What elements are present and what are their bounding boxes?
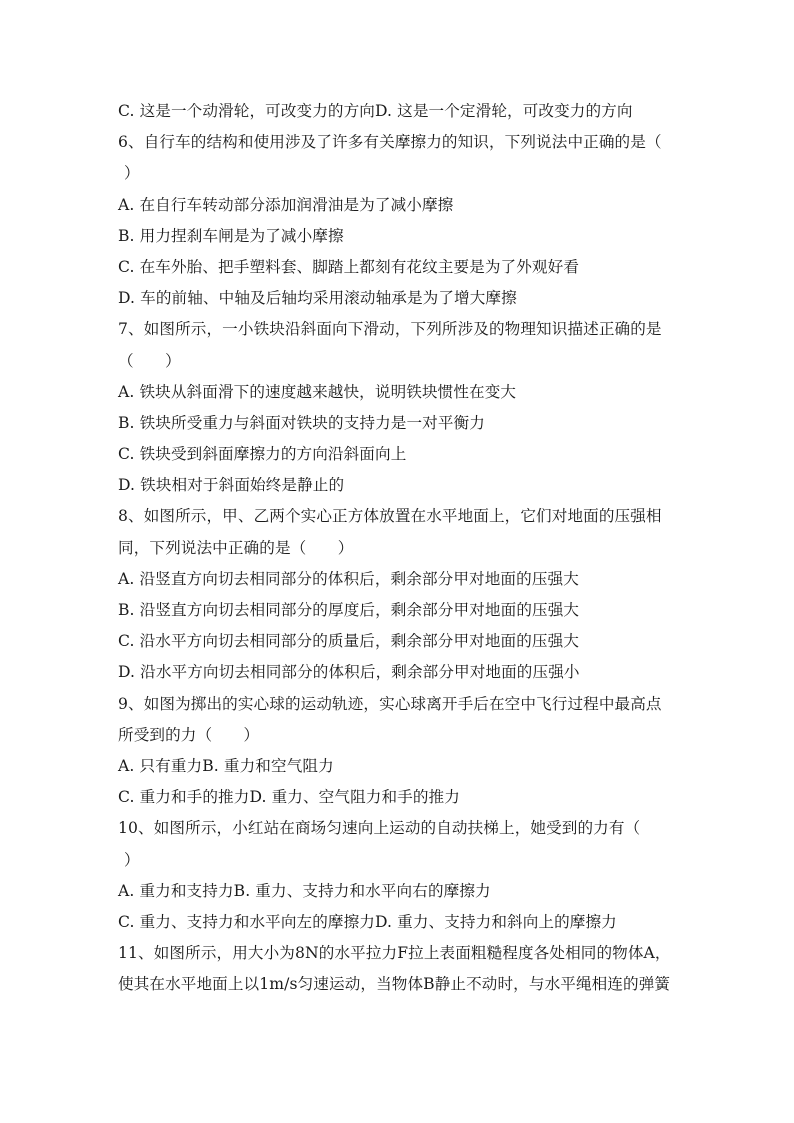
- option-line: A. 铁块从斜面滑下的速度越来越快，说明铁块惯性在变大: [118, 382, 517, 401]
- question-line: ）: [124, 850, 140, 869]
- option-line: C. 在车外胎、把手塑料套、脚踏上都刻有花纹主要是为了外观好看: [118, 257, 580, 276]
- question-line: 8、如图所示，甲、乙两个实心正方体放置在水平地面上，它们对地面的压强相: [118, 507, 662, 526]
- question-line: 同，下列说法中正确的是（ ）: [118, 538, 354, 557]
- option-line: C. 铁块受到斜面摩擦力的方向沿斜面向上: [118, 445, 407, 464]
- option-line: D. 沿水平方向切去相同部分的体积后，剩余部分甲对地面的压强小: [118, 663, 580, 682]
- question-line: 9、如图为掷出的实心球的运动轨迹，实心球离开手后在空中飞行过程中最高点: [118, 694, 662, 713]
- option-line: B. 铁块所受重力与斜面对铁块的支持力是一对平衡力: [118, 413, 485, 432]
- question-line: 7、如图所示，一小铁块沿斜面向下滑动，下列所涉及的物理知识描述正确的是: [118, 320, 662, 339]
- question-line: 使其在水平地面上以1m/s匀速运动，当物体B静止不动时，与水平绳相连的弹簧: [118, 975, 671, 994]
- document-page: [118, 99, 678, 1003]
- option-line: A. 沿竖直方向切去相同部分的体积后，剩余部分甲对地面的压强大: [118, 569, 579, 588]
- option-line: A. 在自行车转动部分添加润滑油是为了减小摩擦: [118, 195, 454, 214]
- question-line: 10、如图所示，小红站在商场匀速向上运动的自动扶梯上，她受到的力有（: [118, 819, 641, 838]
- question-line: 所受到的力（ ）: [118, 725, 260, 744]
- option-line: C. 重力和手的推力D. 重力、空气阻力和手的推力: [118, 788, 460, 807]
- option-line: D. 车的前轴、中轴及后轴均采用滚动轴承是为了增大摩擦: [118, 289, 517, 308]
- option-line: C. 这是一个动滑轮，可改变力的方向D. 这是一个定滑轮，可改变力的方向: [118, 102, 633, 120]
- option-line: B. 用力捏刹车闸是为了减小摩擦: [118, 226, 344, 245]
- option-line: A. 只有重力B. 重力和空气阻力: [118, 756, 334, 775]
- question-line: ）: [124, 164, 140, 183]
- option-line: B. 沿竖直方向切去相同部分的厚度后，剩余部分甲对地面的压强大: [118, 601, 580, 619]
- option-line: D. 铁块相对于斜面始终是静止的: [118, 476, 345, 495]
- option-line: C. 重力、支持力和水平向左的摩擦力D. 重力、支持力和斜向上的摩擦力: [118, 912, 617, 931]
- option-line: A. 重力和支持力B. 重力、支持力和水平向右的摩擦力: [118, 881, 491, 900]
- option-line: C. 沿水平方向切去相同部分的质量后，剩余部分甲对地面的压强大: [118, 632, 580, 651]
- question-line: 6、自行车的结构和使用涉及了许多有关摩擦力的知识，下列说法中正确的是（: [118, 133, 662, 152]
- question-line: 11、如图所示，用大小为8N的水平拉力F拉上表面粗糙程度各处相同的物体A，: [118, 944, 671, 963]
- question-line: （ ）: [118, 351, 181, 370]
